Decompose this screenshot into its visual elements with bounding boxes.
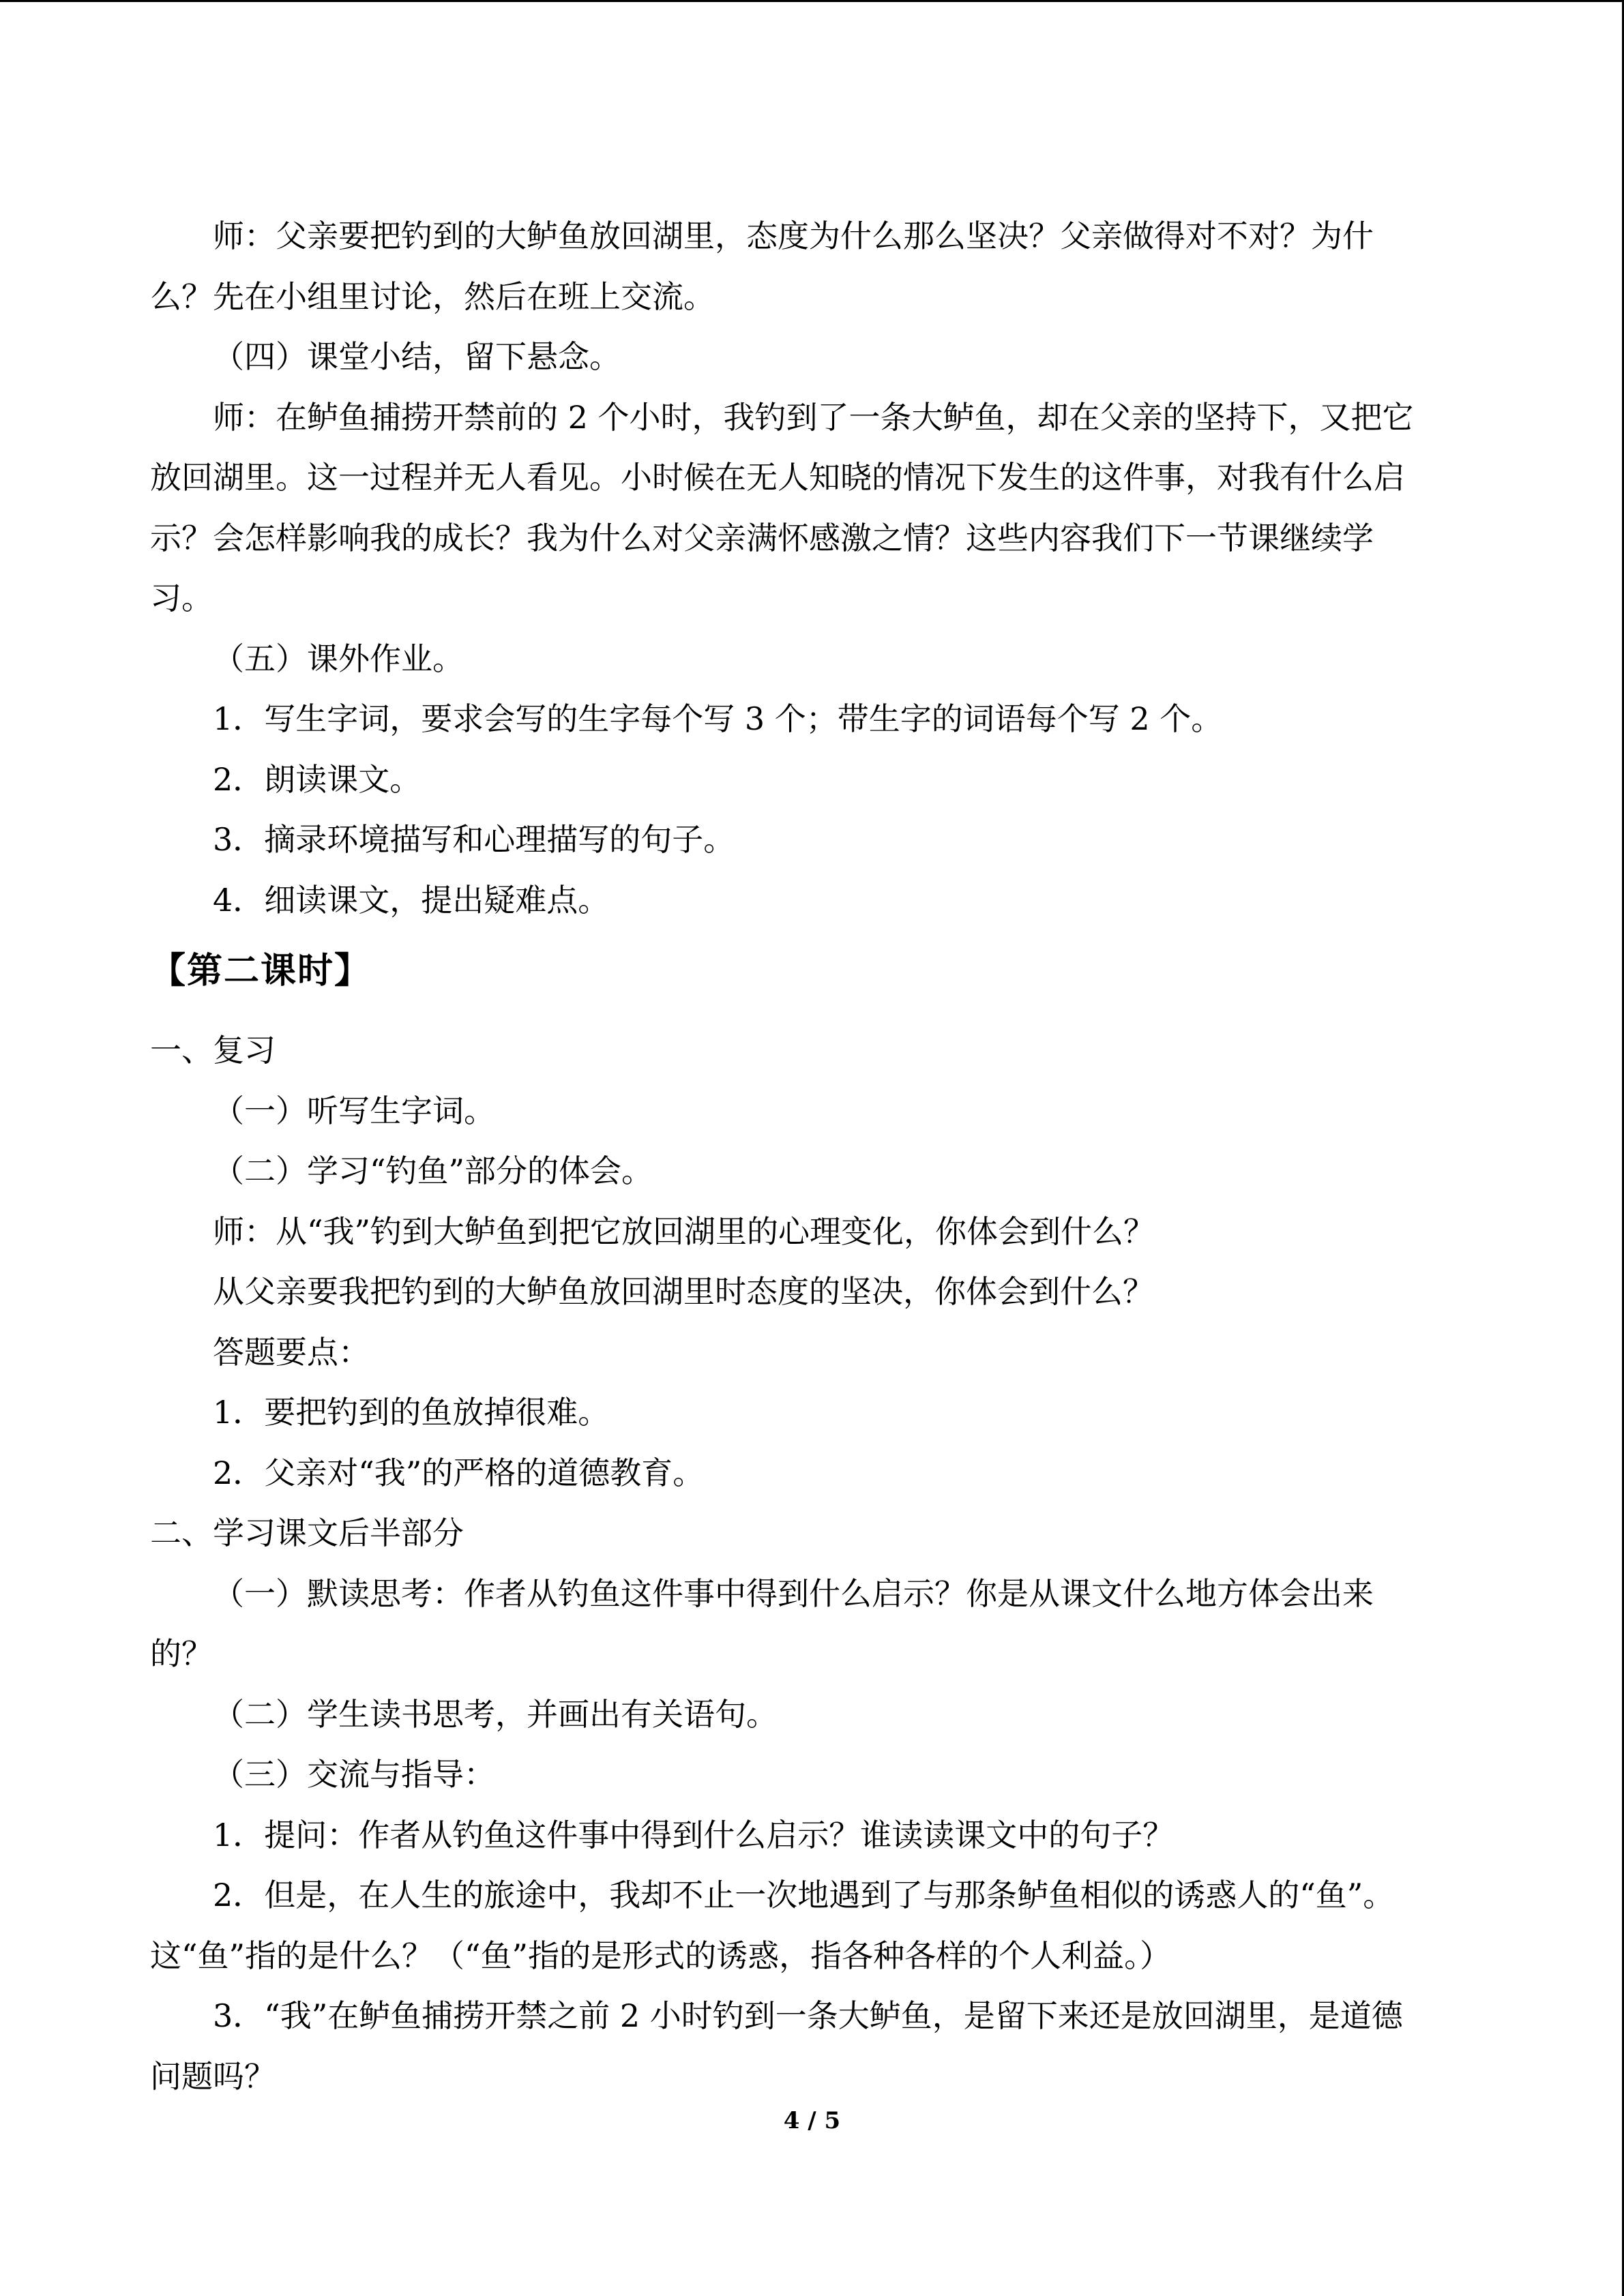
- text-line: （一）默读思考：作者从钓鱼这件事中得到什么启示？你是从课文什么地方体会出来: [213, 1575, 1374, 1612]
- text-line: （四）课堂小结，留下悬念。: [213, 338, 621, 375]
- text-line: 的？: [150, 1635, 213, 1672]
- text-line: 3．摘录环境描写和心理描写的句子。: [213, 821, 735, 858]
- text-line: 放回湖里。这一过程并无人看见。小时候在无人知晓的情况下发生的这件事，对我有什么启: [150, 459, 1405, 496]
- paragraph-block-second-lesson: [150, 1020, 1473, 2106]
- text-line: （五）课外作业。: [213, 640, 464, 677]
- text-line: （三）交流与指导：: [213, 1756, 495, 1793]
- heading-spacer: [150, 1005, 1473, 1020]
- text-line: 3．“我”在鲈鱼捕捞开禁之前 2 小时钓到一条大鲈鱼，是留下来还是放回湖里，是道德: [213, 1997, 1403, 2034]
- text-line: 2．父亲对“我”的严格的道德教育。: [213, 1454, 705, 1491]
- text-line: 二、学习课文后半部分: [150, 1515, 464, 1551]
- text-line: 师：在鲈鱼捕捞开禁前的 2 个小时，我钓到了一条大鲈鱼，却在父亲的坚持下，又把它: [213, 398, 1414, 436]
- text-line: 么？先在小组里讨论，然后在班上交流。: [150, 278, 715, 315]
- text-line: 问题吗？: [150, 2057, 276, 2095]
- document-body: [150, 206, 1473, 2106]
- text-line: 示？会怎样影响我的成长？我为什么对父亲满怀感激之情？这些内容我们下一节课继续学: [150, 519, 1374, 556]
- text-line: 1．写生字词，要求会写的生字每个写 3 个；带生字的词语每个写 2 个。: [213, 700, 1223, 737]
- text-line: 一、复习: [150, 1032, 276, 1069]
- text-line: 习。: [150, 580, 213, 616]
- text-line: 2．朗读课文。: [213, 760, 422, 798]
- text-line: 4．细读课文，提出疑难点。: [213, 881, 610, 919]
- text-line: 从父亲要我把钓到的大鲈鱼放回湖里时态度的坚决，你体会到什么？: [213, 1273, 1154, 1310]
- section-heading: 【第二课时】: [150, 951, 372, 992]
- paragraph-block-first-lesson-end: [150, 206, 1473, 930]
- text-line: 1．要把钓到的鱼放掉很难。: [213, 1394, 610, 1431]
- text-line: 这“鱼”指的是什么？（“鱼”指的是形式的诱惑，指各种各样的个人利益。）: [150, 1937, 1172, 1974]
- text-line: 师：父亲要把钓到的大鲈鱼放回湖里，态度为什么那么坚决？父亲做得对不对？为什: [213, 218, 1374, 254]
- text-line: （二）学生读书思考，并画出有关语句。: [213, 1695, 778, 1733]
- text-line: 师：从“我”钓到大鲈鱼到把它放回湖里的心理变化，你体会到什么？: [213, 1212, 1155, 1250]
- page-number: 4 / 5: [783, 2107, 841, 2134]
- text-line: 1．提问：作者从钓鱼这件事中得到什么启示？谁读读课文中的句子？: [213, 1816, 1175, 1853]
- text-line: 2．但是，在人生的旅途中，我却不止一次地遇到了与那条鲈鱼相似的诱惑人的“鱼”。: [213, 1877, 1395, 1913]
- text-line: （二）学习“钓鱼”部分的体会。: [213, 1152, 653, 1189]
- text-line: （一）听写生字词。: [213, 1092, 495, 1129]
- text-line: 答题要点：: [213, 1333, 370, 1371]
- page-border-top: [0, 0, 1624, 2]
